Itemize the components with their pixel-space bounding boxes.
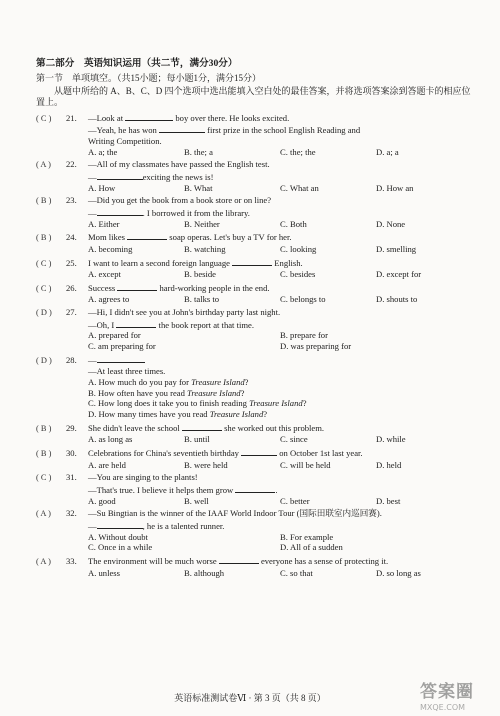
options: A. are held B. were held C. will be held D. held — [88, 459, 402, 470]
question-number: 32. — [66, 508, 77, 519]
options: A. How B. What C. What an D. How an — [88, 182, 414, 193]
blank — [116, 319, 156, 328]
answer-mark: ( A ) — [36, 160, 51, 170]
question-number: 29. — [66, 422, 77, 433]
options: A. unless B. although C. so that D. so long as — [88, 567, 421, 578]
question-28: ( D ) 28. — —At least three times. A. How much do you pay for Treasure Island? B. How often have you read Treasure Island? C. How long does it take you to finish reading Treasure Island? D. How many times have you read Treasure Island? — [36, 354, 472, 420]
blank — [125, 112, 173, 121]
question-27: ( D ) 27. —Hi, I didn't see you at John's birthday party last night. —Oh, I the book report at that time. A. prepared for B. prepare for C. am preparing for D. was preparing for — [36, 307, 472, 352]
watermark-text: 答案圈 — [420, 682, 474, 702]
answer-mark: ( A ) — [36, 557, 51, 567]
answer-mark: ( B ) — [36, 233, 52, 243]
question-number: 28. — [66, 354, 77, 365]
question-29: ( B ) 29. She didn't leave the school she worked out this problem. A. as long as B. until C. since D. while — [36, 422, 472, 445]
blank — [117, 282, 157, 291]
answer-mark: ( B ) — [36, 423, 52, 433]
question-number: 27. — [66, 307, 77, 318]
question-number: 22. — [66, 159, 77, 170]
answer-mark: ( B ) — [36, 449, 52, 459]
options: A. good B. well C. better D. best — [88, 495, 401, 506]
question-number: 33. — [66, 556, 77, 567]
question-number: 31. — [66, 472, 77, 483]
question-26: ( C ) 26. Success hard-working people in the end. A. agrees to B. talks to C. belongs to D. shouts to — [36, 282, 472, 305]
watermark-url: MXQE.COM — [420, 703, 466, 713]
question-32: ( A ) 32. —Su Bingtian is the winner of the IAAF World Indoor Tour (国际田联室内巡回赛). — , he is a talented runner. A. Without doubt B. For example C. Once in a while D. All of a sudden — [36, 508, 472, 553]
answer-mark: ( C ) — [36, 258, 52, 268]
options: A. agrees to B. talks to C. belongs to D. shouts to — [88, 294, 418, 305]
answer-mark: ( C ) — [36, 473, 52, 483]
question-number: 25. — [66, 257, 77, 268]
blank — [219, 555, 259, 564]
page-footer: 英语标准测试卷Ⅵ · 第 3 页（共 8 页） — [174, 693, 326, 703]
blank — [232, 257, 272, 266]
answer-mark: ( D ) — [36, 355, 52, 365]
blank — [241, 447, 277, 456]
subsection-title: 第一节 单项填空。（共15小题；每小题1分，满分15分） — [36, 72, 262, 83]
question-30: ( B ) 30. Celebrations for China's seventieth birthday on October 1st last year. A. are held B. were held C. will be held D. held — [36, 447, 472, 470]
blank — [159, 124, 205, 133]
question-24: ( B ) 24. Mom likes soap operas. Let's buy a TV for her. A. becoming B. watching C. looking D. smelling — [36, 231, 472, 254]
section-title: 第二部分 英语知识运用（共二节，满分30分） — [36, 58, 238, 69]
question-25: ( C ) 25. I want to learn a second foreign language English. A. except B. beside C. besides D. except for — [36, 257, 472, 280]
question-number: 23. — [66, 195, 77, 206]
question-number: 26. — [66, 282, 77, 293]
blank — [97, 520, 143, 529]
answer-mark: ( C ) — [36, 113, 52, 123]
options: A. How much do you pay for Treasure Island? B. How often have you read Treasure Island? C. How long does it take you to finish reading Treasure Island? D. How many times have you read Treasure Island? — [88, 377, 307, 420]
blank — [97, 207, 143, 216]
answer-mark: ( C ) — [36, 283, 52, 293]
question-23: ( B ) 23. —Did you get the book from a book store or on line? — . I borrowed it from the library. A. Either B. Neither C. Both D. None — [36, 195, 472, 229]
exam-page — [36, 58, 472, 580]
options: A. Without doubt B. For example C. Once in a while D. All of a sudden — [88, 531, 343, 553]
question-22: ( A ) 22. —All of my classmates have passed the English test. — exciting the news is! A. How B. What C. What an D. How an — [36, 159, 472, 193]
watermark-logo — [420, 682, 492, 712]
options: A. except B. beside C. besides D. except for — [88, 269, 422, 280]
question-33: ( A ) 33. The environment will be much worse everyone has a sense of protecting it. A. unless B. although C. so that D. so long as — [36, 555, 472, 578]
question-21: ( C ) 21. —Look at boy over there. He looks excited. —Yeah, he has won first prize in the school English Reading and Writing Competition. A. a; the B. the; a C. the; the D. a; a — [36, 112, 472, 158]
blank — [97, 354, 145, 363]
blank — [235, 484, 275, 493]
instructions: 从题中所给的 A、B、C、D 四个选项中选出能填入空白处的最佳答案，并将选项答案涂到答题卡的相应位置上。 — [36, 86, 471, 108]
answer-mark: ( D ) — [36, 308, 52, 318]
options: A. a; the B. the; a C. the; the D. a; a — [88, 146, 399, 157]
answer-mark: ( B ) — [36, 196, 52, 206]
options: A. as long as B. until C. since D. while — [88, 434, 406, 445]
options: A. prepared for B. prepare for C. am preparing for D. was preparing for — [88, 330, 352, 352]
blank — [97, 171, 143, 180]
options: A. becoming B. watching C. looking D. smelling — [88, 243, 417, 254]
answer-mark: ( A ) — [36, 509, 51, 519]
question-number: 21. — [66, 112, 77, 123]
question-number: 30. — [66, 448, 77, 459]
options: A. Either B. Neither C. Both D. None — [88, 218, 406, 229]
blank — [127, 231, 167, 240]
blank — [182, 422, 222, 431]
question-number: 24. — [66, 232, 77, 243]
question-31: ( C ) 31. —You are singing to the plants! —That's true. I believe it helps them grow . A. good B. well C. better D. best — [36, 472, 472, 506]
